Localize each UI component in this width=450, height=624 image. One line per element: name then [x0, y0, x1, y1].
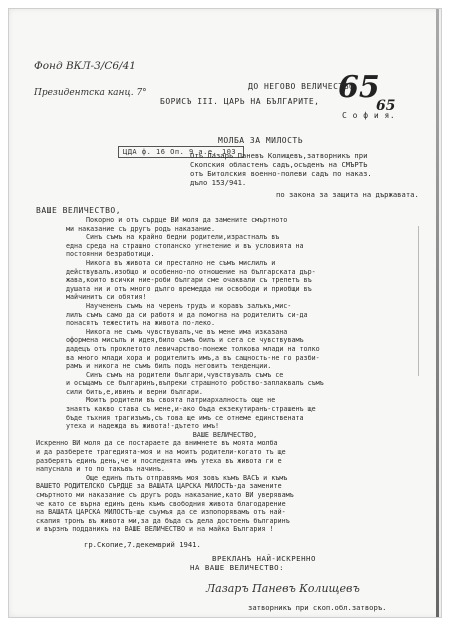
request-title: МОЛБА ЗА МИЛОСТЬ [218, 136, 304, 145]
salutation: ВАШЕ ВЕЛИЧЕСТВО, [36, 206, 122, 215]
body-line: рамъ и никога не съмъ билъ подъ неговитъ тенденции. [66, 362, 272, 371]
body-line: че като се върна единъ день къмъ свободния живота благодарение [36, 499, 286, 508]
body-line: жава,които всички ние-роби българи сме очаквали съ трепетъ въ [66, 276, 312, 285]
handwritten-note-chancellery: Президентска канц. 7° [34, 88, 147, 98]
body-line: действувалъ.изобщо и особенно-по отношение на българската дър- [66, 267, 316, 276]
second-salutation: ВАШЕ ВЕЛИЧЕСТВО, [192, 430, 258, 439]
page-number-stamp: 65 [338, 70, 380, 105]
signatory-title: затворникъ при скоп.обл.затворъ. [248, 603, 387, 612]
body-line: Моитъ родители въ своята патриархалность още не [86, 396, 276, 405]
body-line: майчинитъ си обятия! [66, 293, 147, 302]
body-line: постоянни безработици. [66, 250, 155, 259]
body-line: Синъ съмъ на крайно бедни родители,израстналъ въ [86, 233, 280, 242]
body-line: Научененъ съмъ на черенъ трудъ и коравъ залъкъ,мис- [86, 301, 292, 310]
request-line: дъло 153/941. [190, 178, 247, 187]
body-line: и да разберете трагедията-моя и на моитъ родители-когато тъ ще [36, 448, 286, 457]
body-line: лилъ съмъ само да си работя и да помогна на родителитъ си-да [66, 310, 308, 319]
body-line: разберятъ единъ день,че и последнята имъ утеха въ живота ги е [36, 456, 282, 465]
request-line: по закона за защита на държавата. [276, 190, 419, 199]
archive-stamp: ЦДА ф. 16 Оп. 9 а.е. 103 [118, 146, 244, 158]
request-line: отъ Битолския военно-полеви садъ по наказ. [190, 169, 372, 178]
body-line: и вързнъ подданикъ на ВАШЕ ВЕЛИЧЕСТВО и на майка България ! [36, 525, 274, 534]
body-line: ВАШЕТО РОДИТЕЛСКО СЪРДЦЕ за ВАШАТА ЦАРСКА МИЛОСТЬ-да замените [36, 482, 282, 491]
king-title: БОРИСЪ III. ЦАРЬ НА БЪЛГАРИТЕ, [160, 97, 320, 106]
body-line: Никога не съмъ чувствувалъ,че въ мене има изказана [86, 327, 288, 336]
body-line: понасятъ тежеститъ на живота по-леко. [66, 319, 215, 328]
handwritten-note-fond: Фонд ВКЛ-3/С6/41 [34, 60, 136, 72]
margin-mark [418, 226, 419, 376]
request-line: Отъ Лазарь Паневъ Колищевъ,затворникъ при [190, 151, 368, 160]
body-line: бъде тъхния трагизъмъ,съ това ще имъ се отнеме единствената [66, 413, 304, 422]
body-line: ва много млади хора и родителитъ имъ,а въ сащность-не го разби- [66, 353, 320, 362]
body-line: знаятъ какво става съ мене,и-ако бъда екзекутиранъ-страшенъ ще [66, 405, 316, 414]
body-line: Синъ съмъ на родители българи,чувствувалъ съмъ се [86, 370, 284, 379]
city-line: С о ф и я. [342, 111, 396, 120]
body-line: сили бить,е,ивинъ и верни българи. [66, 387, 203, 396]
body-line: душата ни и отъ много дълго времедда ни освободи и приобщи въ [66, 284, 312, 293]
request-line: Скопския областенъ садъ,осъденъ на СМЪРТЬ [190, 160, 368, 169]
page-edge-shadow [436, 9, 439, 617]
body-line: смъртното ми наказание съ другъ родъ наказание,като ВИ уверявамъ [36, 491, 294, 499]
body-line: ми наказание съ другъ родъ наказание. [66, 224, 215, 233]
handwritten-signature: Лазаръ Паневъ Колищевъ [206, 582, 360, 595]
body-line: дадецъ отъ проклетото левичарство-понеже толкова млади на толко [66, 344, 320, 353]
body-line: и осъщамъ се българинъ,въпреки страшното робство-заплаквалъ съмъ [66, 379, 324, 388]
closing-line-2: НА ВАШЕ ВЕЛИЧЕСТВО: [190, 563, 285, 572]
body-line: Никога въ живота си престално не съмъ мислилъ и [86, 258, 276, 267]
body-line: утеха и надежда въ живота!-дътето имъ! [66, 422, 219, 431]
body-line: една среда на страшно стопанско угнетение и въ условията на [66, 241, 304, 250]
addressee-line: ДО НЕГОВО ВЕЛИЧЕСТВО [248, 82, 355, 91]
place-date: гр.Скопие,7.декемврий 1941. [84, 540, 201, 549]
body-line: Покорно и отъ сърдце ВИ моля да замените смъртното [86, 216, 288, 224]
body-line: Още единъ пътъ отправямъ моя зовъ къмъ ВАСЪ и къмъ [86, 473, 288, 482]
body-line: оформена мисълъ и идея,било съмъ билъ и сега се чувствувамъ [66, 336, 304, 345]
page-number-stamp-small: 65 [376, 98, 396, 114]
body-line: скапия тронъ въ живота ми,за да бъда съ дела достоенъ българинъ [36, 516, 290, 525]
letter-body [36, 216, 414, 534]
body-line: Искренно ВИ моля да се постараете да внимнете въ моята молба [36, 439, 278, 448]
body-line: напуснала и то по такъвъ начинъ. [36, 465, 165, 474]
closing-line-1: ВРЕКЛАНЪ НАЙ-ИСКРЕННО [212, 554, 316, 563]
body-line: на ВАШАТА ЦАРСКА МИЛОСТЬ-ще съумъя да се изпопорявамъ отъ най- [36, 508, 286, 517]
